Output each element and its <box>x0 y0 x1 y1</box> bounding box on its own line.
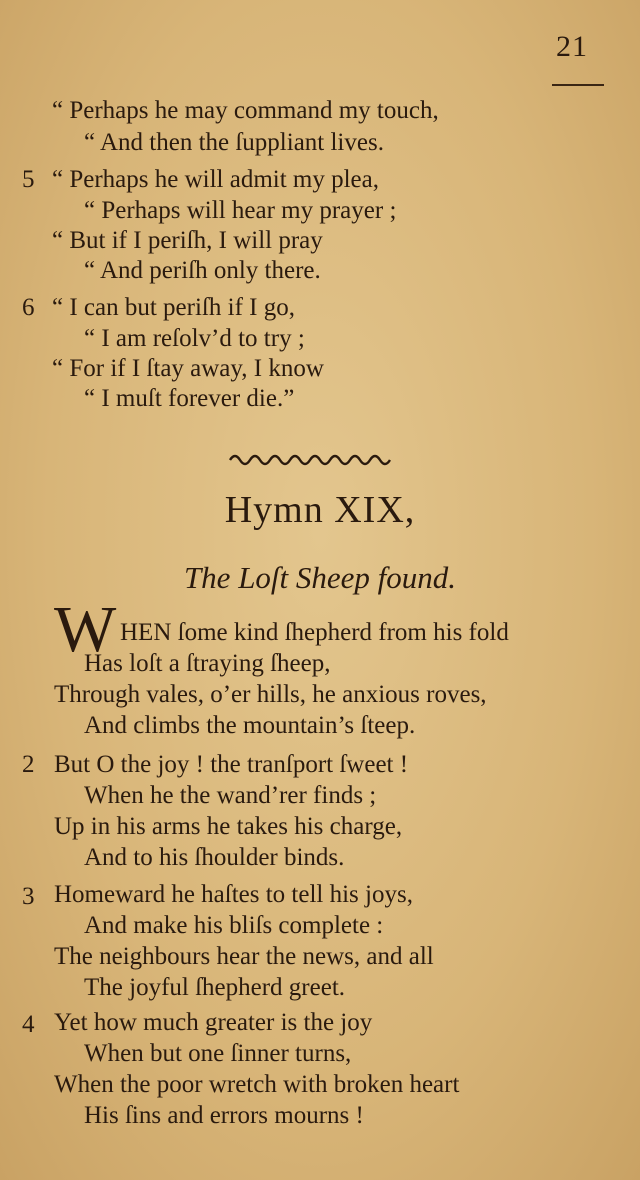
verse-line: And make his bliſs complete : <box>84 912 384 939</box>
verse-line: “ But if I periſh, I will pray <box>52 227 323 254</box>
verse-line: Up in his arms he takes his charge, <box>54 813 403 840</box>
verse-line: HEN ſome kind ſhepherd from his fold <box>120 619 509 646</box>
stanza-number: 4 <box>22 1011 35 1038</box>
verse-line: The joyful ſhepherd greet. <box>84 974 346 1001</box>
stanza-number: 3 <box>22 883 35 910</box>
verse-line: Yet how much greater is the joy <box>54 1009 373 1036</box>
verse-line: His ſins and errors mourns ! <box>84 1102 364 1129</box>
verse-line: “ And periſh only there. <box>84 257 321 284</box>
verse-line: “ And then the ſuppliant lives. <box>84 129 384 156</box>
stanza-number: 5 <box>22 166 35 193</box>
hymn-subtitle: The Loſt Sheep found. <box>183 560 457 595</box>
verse-line: When he the wand’rer finds ; <box>84 782 377 809</box>
header-rule <box>552 84 604 86</box>
wavy-rule-ornament-icon <box>228 448 396 466</box>
page-number: 21 <box>556 30 588 63</box>
verse-line: “ Perhaps he will admit my plea, <box>52 166 380 193</box>
verse-line: When but one ſinner turns, <box>84 1040 352 1067</box>
stanza-number: 2 <box>22 751 35 778</box>
verse-line: “ For if I ſtay away, I know <box>52 355 324 382</box>
verse-line: “ I am reſolv’d to try ; <box>84 325 305 352</box>
verse-line: And to his ſhoulder binds. <box>84 844 345 871</box>
verse-line: The neighbours hear the news, and all <box>54 943 434 970</box>
verse-line: Homeward he haſtes to tell his joys, <box>54 881 413 908</box>
drop-cap: W <box>54 593 117 666</box>
verse-line: When the poor wretch with broken heart <box>54 1071 460 1098</box>
verse-line: “ Perhaps he may command my touch, <box>52 97 439 124</box>
verse-line: “ I muſt forever die.” <box>84 385 295 412</box>
verse-line: Has loſt a ſtraying ſheep, <box>84 650 331 677</box>
verse-line: Through vales, o’er hills, he anxious roves, <box>54 681 487 708</box>
verse-line: And climbs the mountain’s ſteep. <box>84 712 416 739</box>
verse-line: “ Perhaps will hear my prayer ; <box>84 197 397 224</box>
verse-line: “ I can but periſh if I go, <box>52 294 295 321</box>
stanza-number: 6 <box>22 294 35 321</box>
hymn-title: Hymn XIX, <box>224 489 416 531</box>
verse-line: But O the joy ! the tranſport ſweet ! <box>54 751 409 778</box>
